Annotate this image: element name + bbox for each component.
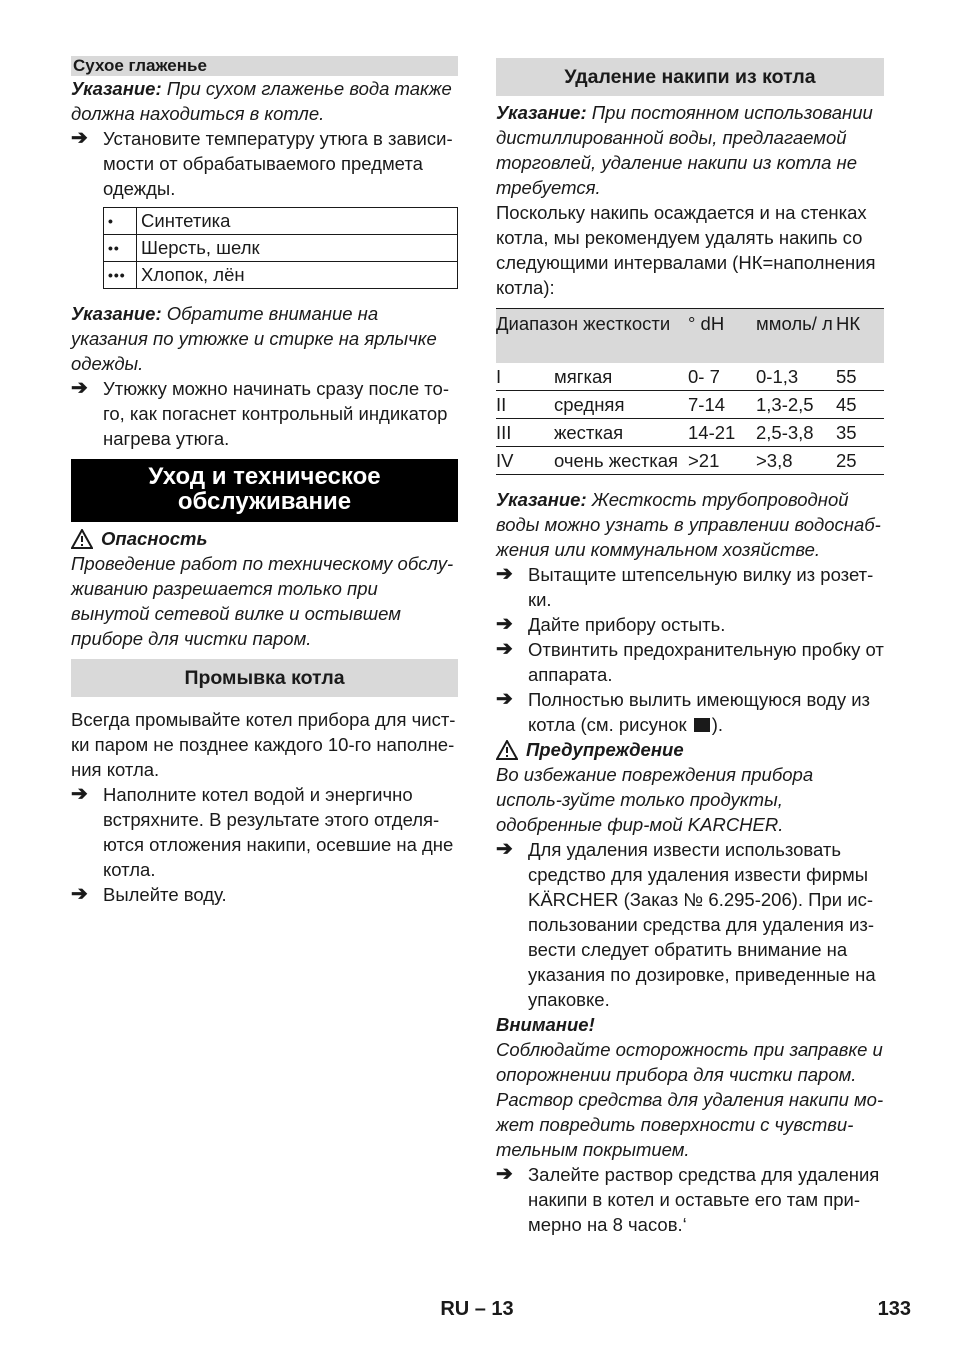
note-dry-ironing — [71, 76, 458, 126]
step-cool-down — [496, 612, 884, 637]
fabric-label: Синтетика — [137, 208, 458, 235]
right-column — [496, 58, 884, 1237]
warning-text: Во избежание повреждения прибора исполь-зуйте только продукты, одобренные фир-мой KARCHER. — [496, 764, 814, 835]
table-cell: средняя — [554, 391, 688, 419]
step-start-ironing — [71, 376, 458, 451]
step-text: Вытащите штепсельную вилку из розет-ки. — [528, 564, 874, 610]
note-label: Указание: — [71, 78, 162, 99]
table-row — [104, 208, 458, 235]
arrow-icon: ➔ — [496, 613, 513, 635]
note-water-hardness — [496, 487, 884, 562]
step-text: Вылейте воду. — [103, 884, 227, 905]
step-fill-solution — [496, 1162, 884, 1237]
table-cell: 0-1,3 — [756, 363, 836, 391]
table-cell: 2,5-3,8 — [756, 419, 836, 447]
fabric-label: Хлопок, лён — [137, 262, 458, 289]
table-cell: мягкая — [554, 363, 688, 391]
header-range: Диапазон жесткости — [496, 309, 688, 364]
table-row — [496, 363, 884, 391]
rinse-boiler-heading: Промывка котла — [71, 659, 458, 697]
table-row — [104, 235, 458, 262]
table-cell: жесткая — [554, 419, 688, 447]
table-cell: IV — [496, 447, 554, 475]
water-hardness-table — [496, 308, 884, 475]
table-cell: 14-21 — [688, 419, 756, 447]
note-text: При постоянном использовании дистиллированной воды, предлагаемой торговлей, удаление накипи из котла не требуется. — [496, 102, 873, 198]
dot-symbol: ••• — [104, 262, 137, 289]
table-row — [104, 262, 458, 289]
step-text: Наполните котел водой и энергично встряхните. В результате этого отделя-ются отложения накипи, осевшие на дне котла. — [103, 784, 454, 880]
table-cell: 1,3-2,5 — [756, 391, 836, 419]
note-text: При сухом глаженье вода также должна находиться в котле. — [71, 78, 452, 124]
warning-triangle-icon — [71, 529, 93, 549]
note-text: Обратите внимание на указания по утюжке и стирке на ярлычке одежды. — [71, 303, 437, 374]
table-header-row — [496, 309, 884, 364]
table-cell: 25 — [836, 447, 884, 475]
arrow-icon: ➔ — [496, 688, 513, 710]
danger-label: Опасность — [101, 528, 208, 549]
page-number: 133 — [877, 1298, 911, 1320]
note-label: Указание: — [71, 303, 162, 324]
step-pour-water — [71, 882, 458, 907]
arrow-icon: ➔ — [71, 783, 88, 805]
descale-heading: Удаление накипи из котла — [496, 58, 884, 96]
arrow-icon: ➔ — [496, 838, 513, 860]
table-row — [496, 419, 884, 447]
arrow-icon: ➔ — [496, 638, 513, 660]
step-text: Дайте прибору остыть. — [528, 614, 726, 635]
header-nk: НК — [836, 309, 884, 364]
page-footer-label: RU – 13 — [440, 1298, 514, 1320]
table-cell: >21 — [688, 447, 756, 475]
table-cell: очень жесткая — [554, 447, 688, 475]
note-garment-label — [71, 301, 458, 376]
table-cell: 35 — [836, 419, 884, 447]
step-text: Установите температуру утюга в зависи-мости от обрабатываемого предмета одежды. — [103, 128, 453, 199]
arrow-icon: ➔ — [71, 883, 88, 905]
danger-text: Проведение работ по техническому обслу-живанию разрешается только при вынутой сетевой вилке и остывшем приборе для чистки паром. — [71, 553, 454, 649]
step-text: Залейте раствор средства для удаления накипи в котел и оставьте его там при-мерно на 8 часов.‘ — [528, 1164, 880, 1235]
figure-reference-icon — [694, 718, 710, 732]
table-cell: III — [496, 419, 554, 447]
note-distilled — [496, 100, 884, 200]
step-unscrew-cap — [496, 637, 884, 687]
note-label: Указание: — [496, 489, 587, 510]
fabric-label: Шерсть, шелк — [137, 235, 458, 262]
intervals-intro: Поскольку накипь осаждается и на стенках котла, мы рекомендуем удалять накипь со следующими интервалами (НК=наполнения котла): — [496, 202, 876, 298]
arrow-icon: ➔ — [71, 127, 88, 149]
step-text: Для удаления извести использовать средство для удаления извести фирмы KÄRCHER (Заказ № 6.295-206). При ис-пользовании средства для удаления из-вести следует обратить внимание на указания по дозировке, приведенные на упаковке. — [528, 839, 876, 1010]
attention-text: Соблюдайте осторожность при заправке и опорожнении прибора для чистки паром. Раствор средства для удаления накипи мо-жет повредить поверхности с чувстви-тельным покрытием. — [496, 1039, 884, 1160]
note-label: Указание: — [496, 102, 587, 123]
note-text: Жесткость трубопроводной воды можно узнать в управлении водоснаб-жения или коммунальном хозяйстве. — [496, 489, 881, 560]
attention-label: Внимание! — [496, 1014, 595, 1035]
step-text — [528, 687, 884, 737]
dot-symbol: •• — [104, 235, 137, 262]
arrow-icon: ➔ — [496, 563, 513, 585]
step-set-temperature — [71, 126, 458, 201]
table-row — [496, 447, 884, 475]
arrow-icon: ➔ — [496, 1163, 513, 1185]
arrow-icon: ➔ — [71, 377, 88, 399]
table-cell: I — [496, 363, 554, 391]
dry-ironing-heading: Сухое глаженье — [71, 56, 458, 76]
heading-line: обслуживание — [177, 488, 352, 515]
step-text-part: Полностью вылить имеющуюся воду из котла (см. рисунок — [528, 689, 871, 735]
step-fill-shake — [71, 782, 458, 882]
danger-heading — [71, 526, 458, 551]
table-cell: 0- 7 — [688, 363, 756, 391]
warning-triangle-icon — [496, 740, 518, 760]
heading-line: Уход и техническое — [148, 463, 381, 490]
care-maintenance-heading — [71, 459, 458, 522]
table-cell: 55 — [836, 363, 884, 391]
warning-heading — [496, 737, 884, 762]
step-drain-water — [496, 687, 884, 737]
step-text-part: ). — [711, 714, 724, 735]
step-text: Утюжку можно начинать сразу после то-го, как погаснет контрольный индикатор нагрева утюга. — [103, 378, 449, 449]
step-text: Отвинтить предохранительную пробку от аппарата. — [528, 639, 884, 685]
rinse-text: Всегда промывайте котел прибора для чист-ки паром не позднее каждого 10-го наполне-ния котла. — [71, 709, 456, 780]
ironing-temperature-table — [103, 207, 458, 289]
step-descaler — [496, 837, 884, 1012]
table-cell: II — [496, 391, 554, 419]
step-unplug — [496, 562, 884, 612]
header-mmol: ммоль/ л — [756, 309, 836, 364]
header-dh: ° dH — [688, 309, 756, 364]
warning-label: Предупреждение — [526, 739, 684, 760]
table-row — [496, 391, 884, 419]
table-cell: >3,8 — [756, 447, 836, 475]
left-column — [71, 56, 458, 907]
dot-symbol: • — [104, 208, 137, 235]
table-cell: 7-14 — [688, 391, 756, 419]
table-cell: 45 — [836, 391, 884, 419]
